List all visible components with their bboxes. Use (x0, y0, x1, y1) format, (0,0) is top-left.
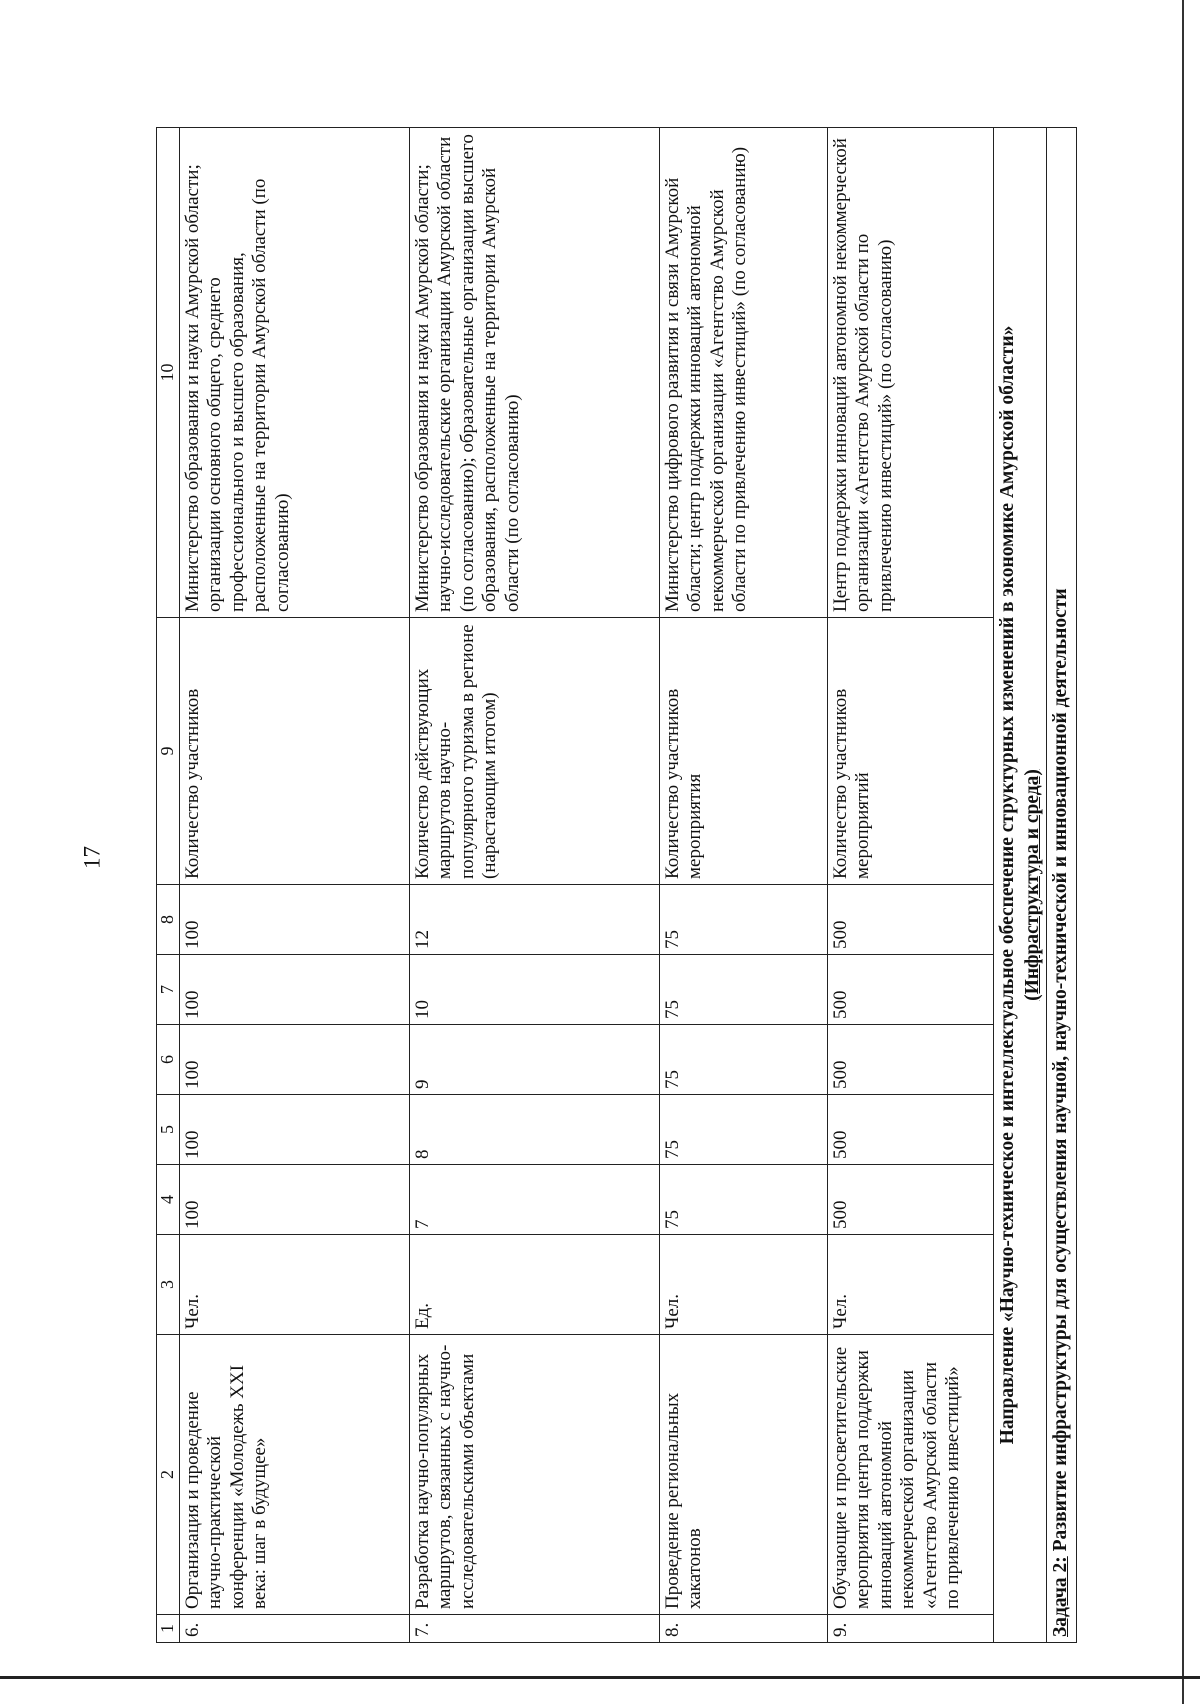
header-cell: 4 (157, 1165, 180, 1235)
header-cell: 5 (157, 1095, 180, 1165)
row-number: 9. (828, 1615, 994, 1643)
responsible-cell: Министерство цифрового развития и связи Амурской области; центр поддержки инноваций автономной некоммерческой организации «Агентство Амурской области по привлечению инвестиций» (по согласованию) (660, 128, 828, 618)
header-cell: 3 (157, 1235, 180, 1335)
task-row (1047, 128, 1077, 1643)
unit-cell: Чел. (660, 1235, 828, 1335)
table-row (660, 128, 828, 1643)
event-name: Проведение региональных хакатонов (660, 1335, 828, 1615)
table-row (828, 128, 994, 1643)
table-row (180, 128, 410, 1643)
value-cell: 100 (180, 1165, 410, 1235)
responsible-cell: Центр поддержки инноваций автономной некоммерческой организации «Агентство Амурской области по привлечению инвестиций» (по согласованию) (828, 128, 994, 618)
table-header-row (157, 128, 180, 1643)
value-cell: 500 (828, 1095, 994, 1165)
event-name: Организация и проведение научно-практической конференции «Молодежь XXI века: шаг в будущее» (180, 1335, 410, 1615)
section-subtitle: (Инфраструктура и среда) (1021, 128, 1047, 1643)
indicator-cell: Количество участников (180, 618, 410, 885)
value-cell: 100 (180, 885, 410, 955)
value-cell: 100 (180, 1095, 410, 1165)
value-cell: 75 (660, 1165, 828, 1235)
scan-bottom-edge (0, 1676, 1200, 1679)
section-title: Направление «Научно-техническое и интеллектуальное обеспечение структурных изменений в экономике Амурской области» (994, 128, 1022, 1643)
value-cell: 8 (410, 1095, 660, 1165)
scan-edge-line (1182, 0, 1184, 1704)
header-cell: 8 (157, 885, 180, 955)
row-number: 6. (180, 1615, 410, 1643)
header-cell: 6 (157, 1025, 180, 1095)
value-cell: 500 (828, 1025, 994, 1095)
value-cell: 500 (828, 955, 994, 1025)
task-cell (1047, 128, 1077, 1643)
value-cell: 75 (660, 1095, 828, 1165)
responsible-cell: Министерство образования и науки Амурской области; научно-исследовательские организации Амурской области (по согласованию); образовательные организации высшего образования, расположенные на территории Амурской области (по согласованию) (410, 128, 660, 618)
header-cell: 10 (157, 128, 180, 618)
section-title-row (994, 128, 1022, 1643)
row-number: 7. (410, 1615, 660, 1643)
value-cell: 12 (410, 885, 660, 955)
unit-cell: Чел. (180, 1235, 410, 1335)
plan-table (156, 127, 1077, 1643)
value-cell: 7 (410, 1165, 660, 1235)
value-cell: 9 (410, 1025, 660, 1095)
table-row (410, 128, 660, 1643)
indicator-cell: Количество участников мероприятия (660, 618, 828, 885)
header-cell: 7 (157, 955, 180, 1025)
value-cell: 75 (660, 955, 828, 1025)
task-label: Задача 2: (1050, 1556, 1071, 1637)
value-cell: 500 (828, 885, 994, 955)
page-number: 17 (79, 846, 105, 869)
section-subtitle-row (1021, 128, 1047, 1643)
unit-cell: Чел. (828, 1235, 994, 1335)
header-cell: 1 (157, 1615, 180, 1643)
event-name: Обучающие и просветительские мероприятия центра поддержки инноваций автономной некоммерческой организации «Агентство Амурской области по привлечению инвестиций» (828, 1335, 994, 1615)
value-cell: 75 (660, 1025, 828, 1095)
event-name: Разработка научно-популярных маршрутов, связанных с научно-исследовательскими объектами (410, 1335, 660, 1615)
value-cell: 75 (660, 885, 828, 955)
header-cell: 2 (157, 1335, 180, 1615)
task-text: Развитие инфраструктуры для осуществления научной, научно-технической и инновационной деятельности (1050, 588, 1071, 1552)
indicator-cell: Количество участников мероприятий (828, 618, 994, 885)
row-number: 8. (660, 1615, 828, 1643)
rotated-table-container (156, 128, 1071, 1643)
indicator-cell: Количество действующих маршрутов научно-популярного туризма в регионе (нарастающим итогом) (410, 618, 660, 885)
unit-cell: Ед. (410, 1235, 660, 1335)
value-cell: 10 (410, 955, 660, 1025)
value-cell: 500 (828, 1165, 994, 1235)
responsible-cell: Министерство образования и науки Амурской области; организации основного общего, среднего профессионального и высшего образования, расположенные на территории Амурской области (по согласованию) (180, 128, 410, 618)
value-cell: 100 (180, 1025, 410, 1095)
header-cell: 9 (157, 618, 180, 885)
value-cell: 100 (180, 955, 410, 1025)
